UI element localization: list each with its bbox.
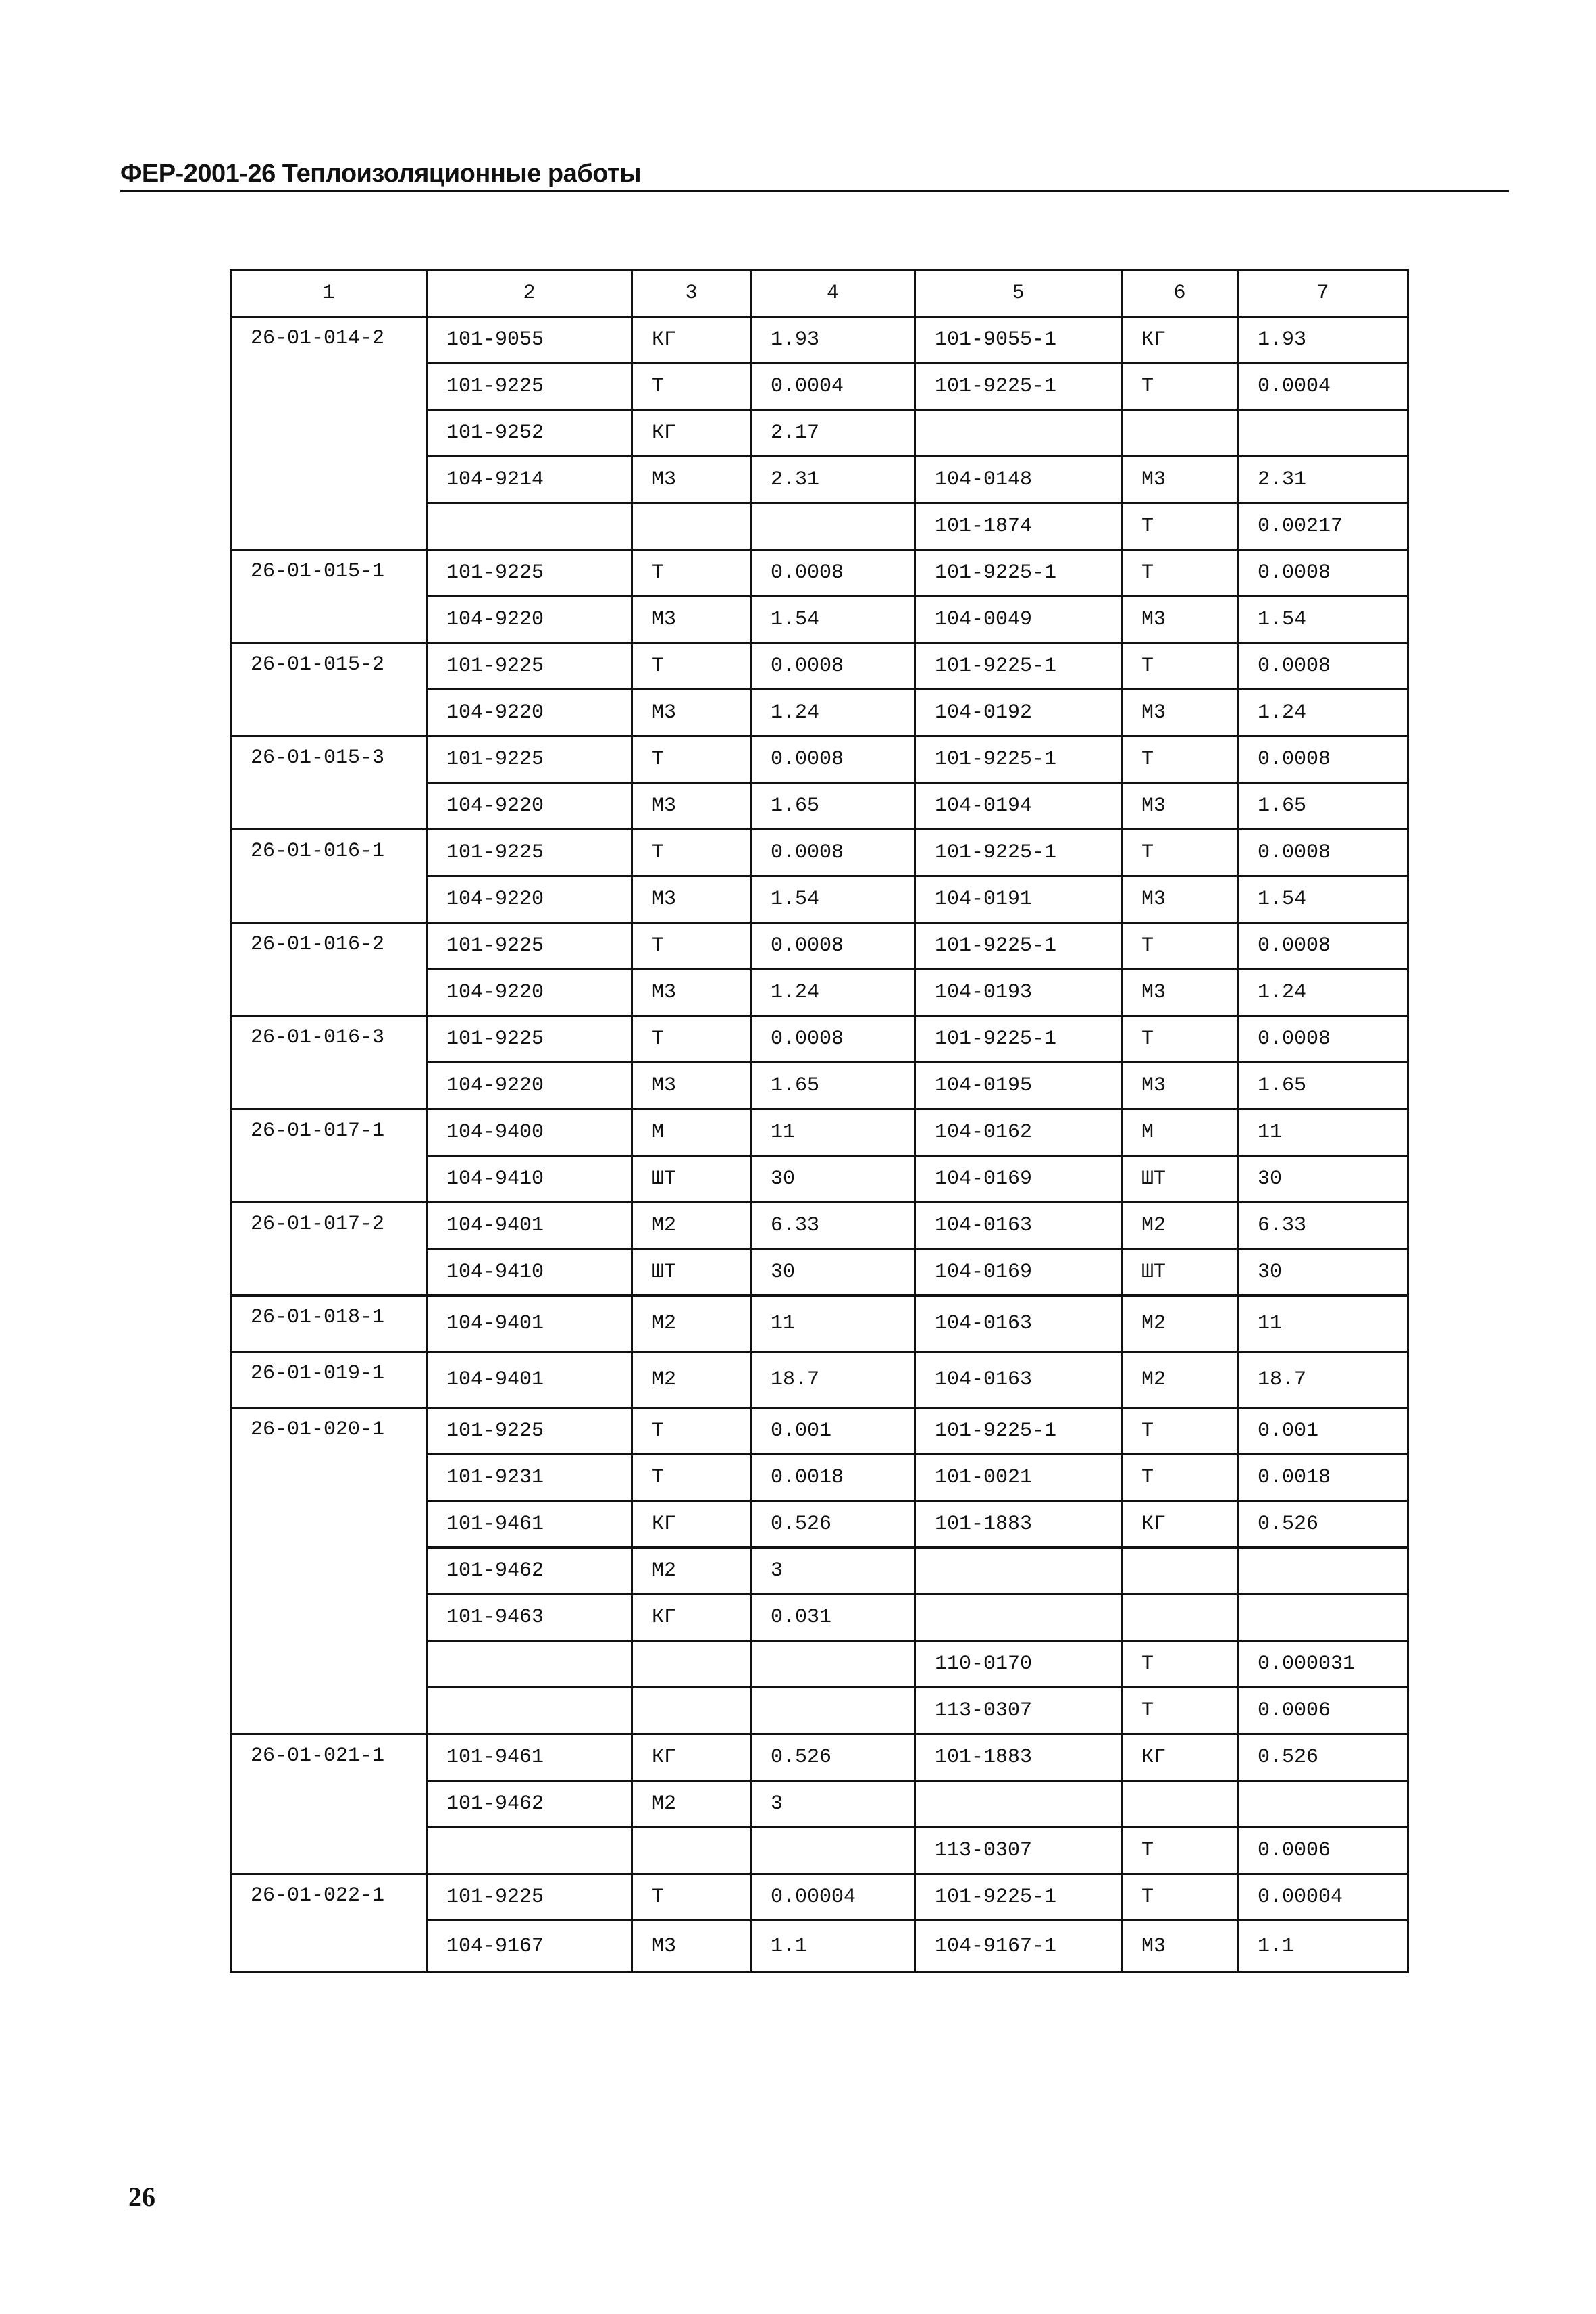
quantity-cell: 1.24 [751,970,915,1016]
quantity-cell: 0.031 [751,1594,915,1641]
resource-code-cell: 101-9225 [427,643,632,690]
quantity-cell: 6.33 [751,1203,915,1249]
replacement-code-cell: 104-0163 [915,1352,1122,1408]
unit-cell: Т [632,363,751,410]
rate-code-cell: 26-01-015-3 [231,736,427,830]
unit-cell: М3 [632,457,751,503]
column-header: 5 [915,270,1122,317]
replacement-code-cell [915,1548,1122,1594]
replacement-code-cell: 104-0193 [915,970,1122,1016]
replacement-quantity-cell: 11 [1238,1296,1408,1352]
quantity-cell [751,1828,915,1874]
replacement-unit-cell [1122,1781,1238,1828]
replacement-unit-cell: М3 [1122,1063,1238,1109]
quantity-cell: 1.65 [751,783,915,830]
resource-code-cell: 104-9401 [427,1203,632,1249]
replacement-quantity-cell: 1.93 [1238,317,1408,363]
replacement-unit-cell: М3 [1122,597,1238,643]
column-header: 3 [632,270,751,317]
replacement-unit-cell: Т [1122,643,1238,690]
quantity-cell: 0.0004 [751,363,915,410]
quantity-cell: 0.0018 [751,1455,915,1501]
replacement-unit-cell: Т [1122,503,1238,550]
page-header-title: ФЕР-2001-26 Теплоизоляционные работы [120,159,642,188]
table-row [231,1352,1408,1408]
quantity-cell: 0.0008 [751,923,915,970]
unit-cell: Т [632,1016,751,1063]
quantity-cell: 11 [751,1109,915,1156]
rate-code-cell: 26-01-021-1 [231,1734,427,1874]
replacement-quantity-cell: 0.0018 [1238,1455,1408,1501]
resource-code-cell: 104-9214 [427,457,632,503]
replacement-quantity-cell: 0.00217 [1238,503,1408,550]
unit-cell: М [632,1109,751,1156]
replacement-code-cell: 101-0021 [915,1455,1122,1501]
replacement-code-cell: 104-0195 [915,1063,1122,1109]
replacement-quantity-cell [1238,1594,1408,1641]
resource-code-cell: 104-9220 [427,690,632,736]
resource-code-cell: 101-9225 [427,550,632,597]
resource-code-cell [427,1828,632,1874]
replacement-quantity-cell: 0.001 [1238,1408,1408,1455]
resource-code-cell: 104-9410 [427,1156,632,1203]
rate-code-cell: 26-01-020-1 [231,1408,427,1734]
replacement-unit-cell: КГ [1122,317,1238,363]
quantity-cell [751,503,915,550]
replacement-quantity-cell: 2.31 [1238,457,1408,503]
rate-code-cell: 26-01-022-1 [231,1874,427,1973]
replacement-code-cell: 104-0192 [915,690,1122,736]
quantity-cell: 0.526 [751,1734,915,1781]
replacement-code-cell: 104-0049 [915,597,1122,643]
replacement-quantity-cell: 0.00004 [1238,1874,1408,1921]
rate-code-cell: 26-01-017-2 [231,1203,427,1296]
unit-cell: М3 [632,970,751,1016]
replacement-code-cell: 104-0191 [915,876,1122,923]
replacement-code-cell: 101-1883 [915,1501,1122,1548]
resource-code-cell: 101-9231 [427,1455,632,1501]
resource-code-cell: 101-9462 [427,1781,632,1828]
quantity-cell: 0.0008 [751,643,915,690]
replacement-unit-cell: КГ [1122,1501,1238,1548]
unit-cell: Т [632,923,751,970]
replacement-code-cell: 104-0169 [915,1156,1122,1203]
table-row [231,1109,1408,1156]
replacement-quantity-cell: 0.0008 [1238,550,1408,597]
quantity-cell: 0.0008 [751,830,915,876]
rate-code-cell: 26-01-014-2 [231,317,427,550]
replacement-quantity-cell: 6.33 [1238,1203,1408,1249]
table-row [231,1874,1408,1921]
table-row [231,1734,1408,1781]
replacement-quantity-cell: 0.0006 [1238,1828,1408,1874]
replacement-code-cell: 104-0169 [915,1249,1122,1296]
resource-code-cell: 101-9252 [427,410,632,457]
table-row [231,550,1408,597]
table-row [231,923,1408,970]
replacement-unit-cell: Т [1122,923,1238,970]
replacement-code-cell: 101-9055-1 [915,317,1122,363]
replacement-unit-cell: ШТ [1122,1249,1238,1296]
unit-cell: Т [632,1455,751,1501]
unit-cell: ШТ [632,1249,751,1296]
resource-code-cell: 104-9401 [427,1352,632,1408]
replacement-quantity-cell: 18.7 [1238,1352,1408,1408]
resource-code-cell: 104-9220 [427,1063,632,1109]
replacement-code-cell: 110-0170 [915,1641,1122,1688]
unit-cell: Т [632,830,751,876]
replacement-unit-cell: ШТ [1122,1156,1238,1203]
unit-cell: Т [632,736,751,783]
replacement-unit-cell [1122,1548,1238,1594]
replacement-code-cell: 101-9225-1 [915,923,1122,970]
unit-cell [632,1828,751,1874]
replacement-quantity-cell [1238,1548,1408,1594]
replacement-unit-cell: Т [1122,1688,1238,1734]
resource-code-cell [427,1641,632,1688]
replacement-quantity-cell: 0.0008 [1238,643,1408,690]
resource-code-cell: 104-9400 [427,1109,632,1156]
rate-code-cell: 26-01-015-1 [231,550,427,643]
rate-code-cell: 26-01-015-2 [231,643,427,736]
replacement-unit-cell: М2 [1122,1352,1238,1408]
resource-code-cell: 104-9401 [427,1296,632,1352]
replacement-code-cell [915,1781,1122,1828]
unit-cell: М3 [632,783,751,830]
unit-cell [632,1641,751,1688]
resource-code-cell: 101-9461 [427,1734,632,1781]
replacement-unit-cell: М3 [1122,1921,1238,1973]
quantity-cell: 1.93 [751,317,915,363]
resource-table [230,269,1409,1973]
replacement-code-cell [915,1594,1122,1641]
unit-cell [632,1688,751,1734]
unit-cell: М3 [632,1063,751,1109]
unit-cell: ШТ [632,1156,751,1203]
unit-cell: Т [632,1874,751,1921]
quantity-cell: 0.00004 [751,1874,915,1921]
page-number: 26 [128,2182,155,2212]
resource-code-cell: 101-9225 [427,363,632,410]
replacement-unit-cell: Т [1122,1874,1238,1921]
resource-code-cell: 101-9462 [427,1548,632,1594]
replacement-quantity-cell [1238,1781,1408,1828]
replacement-quantity-cell: 1.24 [1238,970,1408,1016]
unit-cell: М3 [632,597,751,643]
quantity-cell: 1.54 [751,876,915,923]
quantity-cell: 0.526 [751,1501,915,1548]
replacement-quantity-cell: 1.54 [1238,876,1408,923]
quantity-cell: 0.0008 [751,550,915,597]
table-row [231,1296,1408,1352]
table-row [231,1408,1408,1455]
table-row [231,736,1408,783]
unit-cell: М3 [632,1921,751,1973]
replacement-code-cell: 104-0148 [915,457,1122,503]
replacement-quantity-cell: 0.0008 [1238,830,1408,876]
replacement-quantity-cell: 0.0008 [1238,923,1408,970]
resource-code-cell: 101-9463 [427,1594,632,1641]
unit-cell: М2 [632,1203,751,1249]
replacement-code-cell: 101-1883 [915,1734,1122,1781]
unit-cell: М2 [632,1781,751,1828]
unit-cell: КГ [632,410,751,457]
column-header: 6 [1122,270,1238,317]
rate-code-cell: 26-01-017-1 [231,1109,427,1203]
replacement-quantity-cell: 1.65 [1238,783,1408,830]
replacement-quantity-cell: 11 [1238,1109,1408,1156]
resource-code-cell: 101-9225 [427,1874,632,1921]
quantity-cell: 30 [751,1249,915,1296]
unit-cell: Т [632,643,751,690]
replacement-code-cell: 101-9225-1 [915,1016,1122,1063]
resource-code-cell: 104-9167 [427,1921,632,1973]
resource-code-cell [427,1688,632,1734]
replacement-code-cell: 101-1874 [915,503,1122,550]
replacement-quantity-cell: 0.0008 [1238,1016,1408,1063]
header-rule [120,190,1509,192]
resource-code-cell: 104-9220 [427,597,632,643]
table-row [231,643,1408,690]
replacement-unit-cell: М3 [1122,783,1238,830]
resource-code-cell: 101-9225 [427,736,632,783]
quantity-cell: 2.31 [751,457,915,503]
resource-code-cell: 101-9225 [427,1016,632,1063]
quantity-cell [751,1688,915,1734]
replacement-unit-cell: КГ [1122,1734,1238,1781]
replacement-code-cell: 101-9225-1 [915,1874,1122,1921]
table-row [231,317,1408,363]
resource-code-cell: 104-9220 [427,783,632,830]
quantity-cell: 1.1 [751,1921,915,1973]
replacement-code-cell: 104-0194 [915,783,1122,830]
unit-cell: КГ [632,1594,751,1641]
table-body [231,270,1408,1973]
replacement-quantity-cell [1238,410,1408,457]
replacement-unit-cell: Т [1122,1828,1238,1874]
rate-code-cell: 26-01-016-2 [231,923,427,1016]
replacement-code-cell: 104-0163 [915,1203,1122,1249]
replacement-unit-cell [1122,1594,1238,1641]
replacement-code-cell: 101-9225-1 [915,830,1122,876]
quantity-cell: 0.001 [751,1408,915,1455]
replacement-unit-cell: Т [1122,1016,1238,1063]
unit-cell: М3 [632,876,751,923]
unit-cell: М2 [632,1548,751,1594]
replacement-quantity-cell: 0.526 [1238,1501,1408,1548]
resource-code-cell [427,503,632,550]
column-header: 4 [751,270,915,317]
replacement-unit-cell: Т [1122,736,1238,783]
replacement-code-cell: 101-9225-1 [915,363,1122,410]
unit-cell: Т [632,550,751,597]
table-row [231,1016,1408,1063]
replacement-unit-cell: М3 [1122,970,1238,1016]
column-header: 1 [231,270,427,317]
replacement-quantity-cell: 1.24 [1238,690,1408,736]
quantity-cell: 1.54 [751,597,915,643]
quantity-cell: 1.24 [751,690,915,736]
replacement-unit-cell: М2 [1122,1203,1238,1249]
rate-code-cell: 26-01-016-1 [231,830,427,923]
replacement-code-cell: 113-0307 [915,1688,1122,1734]
quantity-cell: 2.17 [751,410,915,457]
rate-code-cell: 26-01-019-1 [231,1352,427,1408]
replacement-unit-cell: Т [1122,1641,1238,1688]
replacement-unit-cell: Т [1122,1408,1238,1455]
table-row [231,830,1408,876]
unit-cell: КГ [632,1501,751,1548]
resource-code-cell: 101-9225 [427,830,632,876]
rate-code-cell: 26-01-018-1 [231,1296,427,1352]
replacement-quantity-cell: 1.1 [1238,1921,1408,1973]
resource-code-cell: 101-9225 [427,1408,632,1455]
replacement-quantity-cell: 1.65 [1238,1063,1408,1109]
unit-cell: Т [632,1408,751,1455]
table-row [231,1203,1408,1249]
quantity-cell: 30 [751,1156,915,1203]
quantity-cell: 0.0008 [751,1016,915,1063]
quantity-cell: 18.7 [751,1352,915,1408]
replacement-unit-cell: Т [1122,363,1238,410]
quantity-cell: 11 [751,1296,915,1352]
replacement-quantity-cell: 1.54 [1238,597,1408,643]
replacement-unit-cell: М2 [1122,1296,1238,1352]
replacement-unit-cell [1122,410,1238,457]
replacement-code-cell: 101-9225-1 [915,1408,1122,1455]
replacement-quantity-cell: 0.0008 [1238,736,1408,783]
column-header: 7 [1238,270,1408,317]
replacement-code-cell: 104-9167-1 [915,1921,1122,1973]
replacement-unit-cell: Т [1122,550,1238,597]
replacement-quantity-cell: 0.000031 [1238,1641,1408,1688]
resource-code-cell: 101-9461 [427,1501,632,1548]
unit-cell: КГ [632,317,751,363]
replacement-code-cell: 104-0163 [915,1296,1122,1352]
replacement-quantity-cell: 30 [1238,1249,1408,1296]
replacement-quantity-cell: 30 [1238,1156,1408,1203]
resource-code-cell: 101-9055 [427,317,632,363]
resource-code-cell: 104-9220 [427,970,632,1016]
unit-cell: М2 [632,1296,751,1352]
unit-cell: М3 [632,690,751,736]
replacement-quantity-cell: 0.526 [1238,1734,1408,1781]
resource-code-cell: 104-9220 [427,876,632,923]
replacement-code-cell: 101-9225-1 [915,643,1122,690]
unit-cell: КГ [632,1734,751,1781]
resource-code-cell: 104-9410 [427,1249,632,1296]
replacement-unit-cell: Т [1122,830,1238,876]
column-header: 2 [427,270,632,317]
quantity-cell [751,1641,915,1688]
unit-cell [632,503,751,550]
replacement-code-cell: 101-9225-1 [915,550,1122,597]
replacement-code-cell [915,410,1122,457]
replacement-quantity-cell: 0.0004 [1238,363,1408,410]
replacement-unit-cell: М [1122,1109,1238,1156]
replacement-unit-cell: Т [1122,1455,1238,1501]
quantity-cell: 1.65 [751,1063,915,1109]
replacement-quantity-cell: 0.0006 [1238,1688,1408,1734]
unit-cell: М2 [632,1352,751,1408]
quantity-cell: 3 [751,1781,915,1828]
replacement-unit-cell: М3 [1122,457,1238,503]
quantity-cell: 0.0008 [751,736,915,783]
table-header-row [231,270,1408,317]
resource-code-cell: 101-9225 [427,923,632,970]
replacement-code-cell: 113-0307 [915,1828,1122,1874]
replacement-unit-cell: М3 [1122,876,1238,923]
replacement-code-cell: 101-9225-1 [915,736,1122,783]
quantity-cell: 3 [751,1548,915,1594]
rate-code-cell: 26-01-016-3 [231,1016,427,1109]
replacement-code-cell: 104-0162 [915,1109,1122,1156]
replacement-unit-cell: М3 [1122,690,1238,736]
